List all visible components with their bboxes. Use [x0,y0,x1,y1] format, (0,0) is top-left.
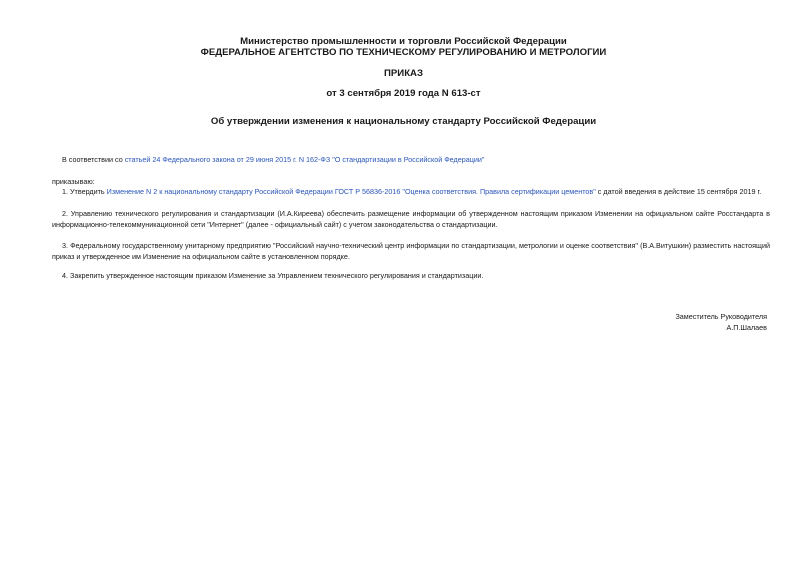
amendment-link[interactable]: Изменение N 2 к национальному стандарту Российской Федерации ГОСТ Р 56836-2016 "Оценка соответствия. Правила сертификации цементов" [106,187,596,196]
document-type: ПРИКАЗ [384,68,423,79]
document-subject: Об утверждении изменения к национальному стандарту Российской Федерации [210,116,597,127]
item1-prefix: 1. Утвердить [62,187,107,196]
signatory-name: А.П.Шалаев [726,323,767,332]
order-item-4: 4. Закрепить утвержденное настоящим приказом Изменение за Управлением технического регулирования и стандартизации. [62,271,484,280]
federal-law-link[interactable]: статьей 24 Федерального закона от 29 июня 2015 г. N 162-ФЗ "О стандартизации в Российской Федерации" [124,155,485,164]
order-item-3: 3. Федеральному государственному унитарному предприятию "Российский научно-технический центр информации по стандартизации, метрологии и оценке соответствия" (В.А.Витушкин) разместить настоящий приказ и утвержденное им Изменение на официальном сайте в установленном порядке. [52,241,770,261]
preamble-prefix: В соответствии со [62,155,125,164]
order-word: приказываю: [52,177,95,186]
signatory-position: Заместитель Руководителя [675,312,767,321]
ministry-title: Министерство промышленности и торговли Российской Федерации [240,36,567,47]
agency-title: ФЕДЕРАЛЬНОЕ АГЕНТСТВО ПО ТЕХНИЧЕСКОМУ РЕГУЛИРОВАНИЮ И МЕТРОЛОГИИ [200,47,607,58]
document-date-number: от 3 сентября 2019 года N 613-ст [326,88,481,99]
order-item-2: 2. Управлению технического регулирования и стандартизации (И.А.Киреева) обеспечить размещение информации об утвержденном настоящим приказом Изменении на официальном сайте Росстандарта в информационно-телекоммуникационной сети "Интернет" (далее - официальный сайт) с учетом законодательства о стандартизации. [52,209,770,229]
order-item-1 [52,186,770,197]
preamble-paragraph [52,154,770,165]
item1-suffix: с датой введения в действие 15 сентября 2019 г. [595,187,762,196]
